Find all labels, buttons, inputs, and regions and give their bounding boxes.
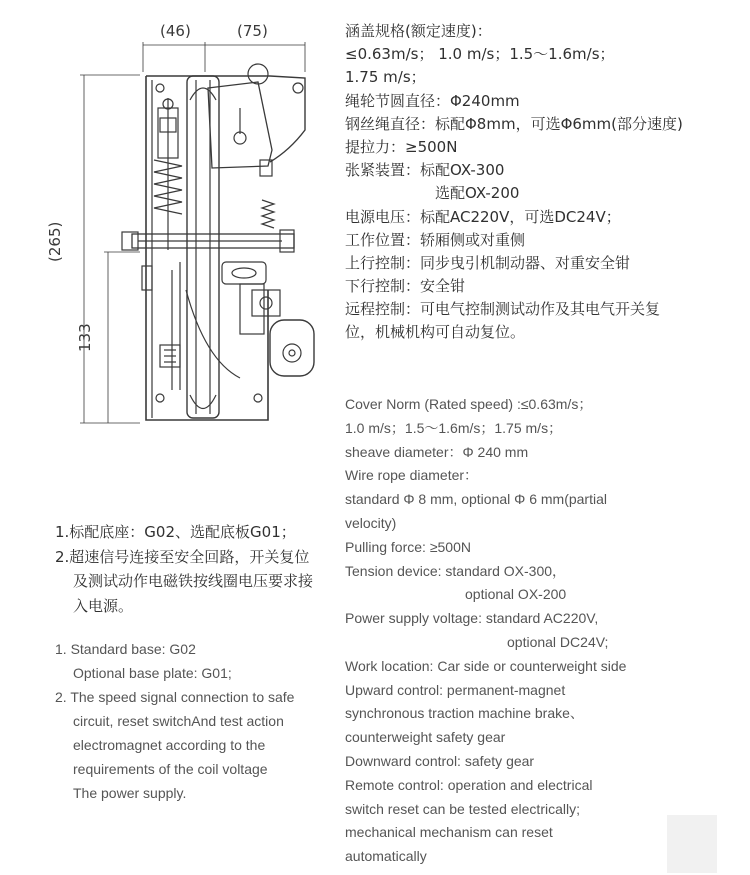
spec-list-chinese [345, 20, 745, 345]
spec-en-line: Pulling force: ≥500N [345, 538, 471, 555]
spec-en-line: optional OX-200 [465, 586, 567, 603]
spec-en-line: Upward control: permanent-magnet [345, 681, 566, 698]
spec-en-line: Cover Norm (Rated speed) :≤0.63m/s； [345, 396, 593, 412]
spec-zh-line: 工作位置：轿厢侧或对重侧 [345, 230, 526, 249]
corner-shade [667, 815, 717, 873]
spec-zh-line: 上行控制：同步曳引机制动器、对重安全钳 [345, 253, 631, 272]
spec-en-line: Remote control: operation and electrical [345, 776, 593, 793]
spec-zh-line: 1.75 m/s； [345, 68, 426, 87]
spec-zh-line: ≤0.63m/s； 1.0 m/s；1.5～1.6m/s； [345, 45, 615, 64]
note-en-line: The power supply. [73, 785, 187, 801]
spec-en-line: optional DC24V; [507, 633, 609, 650]
note-en-line: electromagnet according to the [73, 737, 266, 753]
spec-en-line: sheave diameter：Φ 240 mm [345, 443, 529, 460]
spec-zh-line: 绳轮节圆直径：Φ240mm [345, 91, 520, 110]
spec-en-line: synchronous traction machine brake、 [345, 705, 584, 722]
note-en-line: circuit, reset switchAnd test action [73, 713, 284, 729]
spec-en-line: 1.0 m/s；1.5～1.6m/s；1.75 m/s； [345, 419, 563, 436]
spec-en-line: switch reset can be tested electrically; [345, 800, 580, 817]
note-en-line: requirements of the coil voltage [73, 761, 268, 777]
notes-english [55, 637, 345, 805]
spec-en-line: Power supply voltage: standard AC220V, [345, 610, 599, 627]
spec-zh-line: 远程控制：可电气控制测试动作及其电气开关复 [345, 300, 661, 319]
spec-en-line: Wire rope diameter： [345, 467, 479, 484]
spec-en-line: velocity) [345, 514, 397, 531]
spec-zh-line: 钢丝绳直径：标配Φ8mm，可选Φ6mm(部分速度) [345, 114, 683, 133]
spec-zh-line: 电源电压：标配AC220V，可选DC24V； [345, 207, 621, 226]
spec-en-line: counterweight safety gear [345, 729, 506, 746]
note-en-line: 1. Standard base: G02 [55, 641, 196, 657]
spec-en-line: Work location: Car side or counterweight side [345, 657, 627, 674]
spec-en-line: automatically [345, 848, 427, 865]
dimension-right-width: (75) [237, 22, 268, 40]
spec-zh-line: 提拉力：≥500N [345, 137, 458, 156]
dimension-left-width: (46) [160, 22, 191, 40]
spec-zh-line: 涵盖规格(额定速度)： [345, 22, 492, 40]
note-zh-line: 入电源。 [73, 596, 134, 615]
spec-en-line: Tension device: standard OX-300， [345, 562, 567, 579]
dimension-total-height: (265) [46, 221, 64, 262]
spec-en-line: mechanical mechanism can reset [345, 824, 553, 841]
spec-en-line: Downward control: safety gear [345, 752, 535, 769]
spec-list-english [345, 393, 745, 869]
dimension-lower-height: 133 [76, 323, 94, 352]
governor-technical-drawing [50, 15, 340, 435]
spec-en-line: standard Φ 8 mm, optional Φ 6 mm(partial [345, 491, 607, 508]
note-zh-line: 2.超速信号连接至安全回路，开关复位 [55, 547, 310, 566]
note-zh-line: 及测试动作电磁铁按线圈电压要求接 [73, 572, 314, 590]
spec-zh-line: 选配OX-200 [435, 184, 520, 203]
note-en-line: 2. The speed signal connection to safe [55, 689, 295, 705]
note-en-line: Optional base plate: G01; [73, 665, 232, 681]
spec-zh-line: 位，机械机构可自动复位。 [345, 323, 526, 342]
spec-zh-line: 下行控制：安全钳 [345, 277, 466, 296]
notes-chinese [55, 520, 345, 618]
spec-zh-line: 张紧装置：标配OX-300 [345, 161, 505, 180]
note-zh-line: 1.标配底座：G02、选配底板G01； [55, 523, 296, 541]
